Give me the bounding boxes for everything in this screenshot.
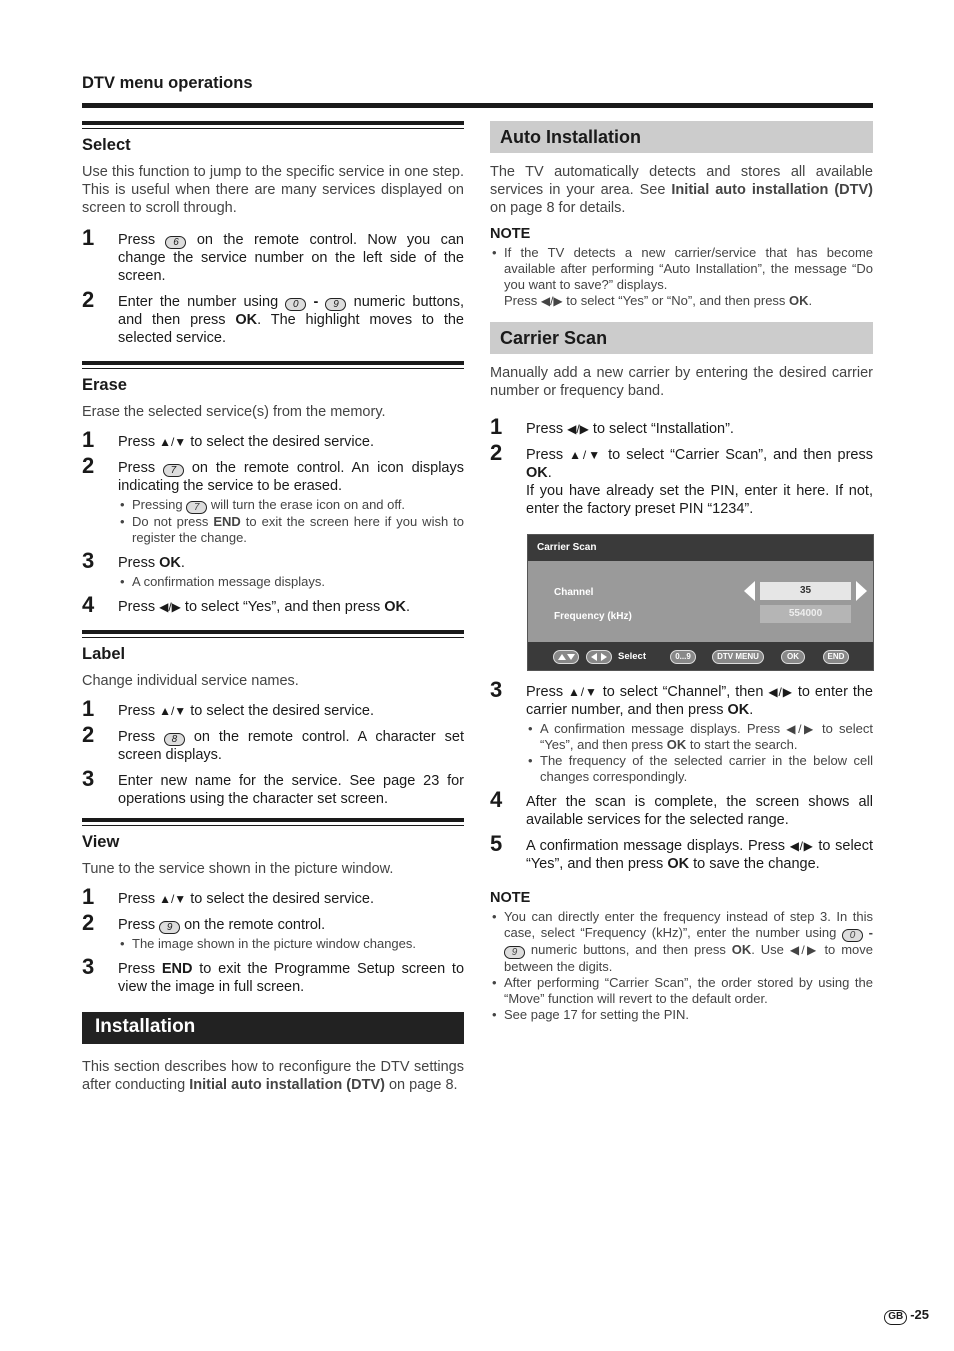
osd-frequency-value[interactable]: 554000 — [760, 605, 851, 623]
installation-intro: This section describes how to reconfigure the DTV settings after conducting Initial auto installation (DTV) on page 8. — [82, 1059, 464, 1093]
note-item: • If the TV detects a new carrier/service that has become available after performing “Auto Installation”, the message “Do you want to save?” displays. Press ◀/▶ to select “Yes” or “No”, and then press OK. — [490, 245, 873, 309]
carrier-scan-osd-screen — [527, 534, 874, 671]
note-item: • After performing “Carrier Scan”, the order stored by using the “Move” function will revert to the default order. — [490, 975, 873, 1007]
step: 2 Press 7 on the remote control. An icon displays indicating the service to be erased. • Pressing 7 will turn the erase icon on and off. • Do not press END to exit the screen here if you wish to register the change. — [82, 459, 464, 546]
step-number: 2 — [82, 453, 95, 478]
up-down-arrow-icon: ▲/▼ — [159, 435, 187, 449]
installation-section — [82, 1012, 464, 1094]
select-section — [82, 121, 464, 347]
up-down-arrow-icon: ▲/▼ — [569, 448, 603, 462]
section-rule — [82, 818, 464, 826]
installation-heading: Installation — [82, 1012, 464, 1044]
osd-left-right-icon — [586, 650, 612, 664]
step: 2 Press ▲/▼ to select “Carrier Scan”, and then press OK. If you have already set the PIN, enter it here. If not, enter the factory preset PIN “1234”. — [490, 440, 873, 517]
remote-button-icon: 0 — [842, 929, 863, 942]
region-badge-icon: GB — [884, 1310, 907, 1325]
step-number: 3 — [82, 548, 95, 573]
section-intro: Manually add a new carrier by entering the desired carrier number or frequency band. — [490, 365, 873, 399]
step-number: 2 — [490, 440, 503, 465]
step-number: 5 — [490, 831, 503, 856]
left-right-arrow-icon: ◀/▶ — [786, 722, 816, 736]
step-number: 1 — [82, 696, 95, 721]
section-rule — [82, 630, 464, 638]
section-intro: Use this function to jump to the specific service in one step. This is useful when there are many services displayed on screen to scroll through. — [82, 164, 464, 216]
osd-title: Carrier Scan — [528, 535, 873, 561]
auto-installation-section — [490, 121, 873, 309]
section-rule — [82, 121, 464, 129]
section-rule — [82, 361, 464, 369]
up-down-arrow-icon: ▲/▼ — [159, 704, 187, 718]
bullet-item: • Pressing 7 will turn the erase icon on and off. — [118, 497, 464, 514]
right-column — [490, 121, 873, 1023]
note-item: • You can directly enter the frequency instead of step 3. In this case, select “Frequency (kHz)”, enter the number using 0 - 9 numeric buttons, and then press OK. Use ◀/▶ to move between the digits. — [490, 909, 873, 975]
remote-button-icon: 7 — [186, 501, 207, 514]
osd-select-label: Select — [618, 651, 646, 662]
remote-button-icon: 9 — [159, 921, 180, 934]
step: 4 After the scan is complete, the screen shows all available services for the selected range. — [490, 787, 873, 828]
erase-section — [82, 361, 464, 616]
section-band-heading: Carrier Scan — [490, 322, 873, 354]
bullet-item: • Do not press END to exit the screen here if you wish to register the change. — [118, 514, 464, 546]
section-band-heading: Auto Installation — [490, 121, 873, 153]
page-number: GB -25 — [884, 1306, 929, 1325]
step-number: 2 — [82, 287, 95, 312]
step: 3 Enter new name for the service. See page 23 for operations using the character set screen. — [82, 766, 464, 807]
bullet-item: • A confirmation message displays. Press ◀/▶ to select “Yes”, and then press OK to start the search. — [526, 721, 873, 753]
section-heading: Select — [82, 136, 131, 154]
section-intro: Change individual service names. — [82, 673, 299, 689]
carrier-scan-notes — [490, 889, 873, 1023]
bullet-item: • A confirmation message displays. — [118, 574, 464, 590]
up-down-arrow-icon: ▲/▼ — [159, 892, 187, 906]
label-section — [82, 630, 464, 808]
osd-up-down-icon — [553, 650, 579, 664]
osd-dtv-menu-button: DTV MENU — [712, 650, 764, 664]
osd-ok-button: OK — [781, 650, 805, 664]
bullet-item: • The frequency of the selected carrier in the below cell changes correspondingly. — [526, 753, 873, 785]
step-number: 3 — [490, 677, 503, 702]
section-intro: Tune to the service shown in the picture window. — [82, 861, 394, 877]
step-number: 3 — [82, 766, 95, 791]
step: 2 Enter the number using 0 - 9 numeric buttons, and then press OK. The highlight moves to the selected service. — [82, 287, 464, 346]
osd-guide-bar — [528, 642, 873, 670]
section-intro: The TV automatically detects and stores all available services in your area. See Initial auto installation (DTV) on page 8 for details. — [490, 164, 873, 216]
step: 3 Press END to exit the Programme Setup screen to view the image in full screen. — [82, 954, 465, 995]
section-heading: Erase — [82, 376, 127, 394]
osd-numeric-button: 0...9 — [670, 650, 696, 664]
section-intro: Erase the selected service(s) from the memory. — [82, 404, 386, 420]
step: 3 Press OK. • A confirmation message displays. — [82, 554, 464, 590]
left-right-arrow-icon: ◀/▶ — [768, 685, 793, 699]
left-column — [82, 121, 464, 1108]
left-right-arrow-icon: ◀/▶ — [789, 839, 814, 853]
remote-button-icon: 6 — [165, 236, 186, 249]
remote-button-icon: 7 — [163, 464, 184, 477]
note-heading: NOTE — [490, 890, 531, 906]
step: 2 Press 9 on the remote control. • The image shown in the picture window changes. — [82, 916, 464, 952]
osd-channel-label: Channel — [554, 587, 594, 598]
step: 1 Press ◀/▶ to select “Installation”. — [490, 414, 734, 439]
page-header-title: DTV menu operations — [82, 74, 253, 92]
osd-end-button: END — [823, 650, 849, 664]
step: 2 Press 8 on the remote control. A character set screen displays. — [82, 722, 464, 763]
carrier-scan-section — [490, 322, 873, 1023]
left-right-arrow-icon: ◀/▶ — [540, 294, 563, 308]
note-item: • See page 17 for setting the PIN. — [490, 1007, 873, 1023]
osd-right-arrow-icon — [855, 581, 867, 601]
step-number: 2 — [82, 722, 95, 747]
view-section — [82, 818, 464, 996]
bullet-item: • The image shown in the picture window changes. — [118, 936, 464, 952]
step-number: 2 — [82, 910, 95, 935]
step-number: 4 — [490, 787, 503, 812]
step-number: 3 — [82, 954, 95, 979]
step: 4 Press ◀/▶ to select “Yes”, and then press OK. — [82, 592, 411, 617]
step: 1 Press ▲/▼ to select the desired service. — [82, 884, 374, 909]
step-number: 1 — [82, 427, 95, 452]
section-heading: Label — [82, 645, 126, 663]
step-number: 1 — [82, 884, 95, 909]
osd-frequency-label: Frequency (kHz) — [554, 611, 632, 622]
up-down-arrow-icon: ▲/▼ — [568, 685, 598, 699]
step-number: 4 — [82, 592, 95, 617]
osd-left-arrow-icon — [744, 581, 756, 601]
step: 1 Press 6 on the remote control. Now you can change the service number on the left side of the screen. — [82, 225, 464, 284]
left-right-arrow-icon: ◀/▶ — [567, 422, 589, 436]
remote-button-icon: 0 — [285, 298, 306, 311]
step: 5 A confirmation message displays. Press ◀/▶ to select “Yes”, and then press OK to save the change. — [490, 831, 874, 872]
note-heading: NOTE — [490, 226, 531, 242]
remote-button-icon: 9 — [325, 298, 346, 311]
remote-button-icon: 8 — [164, 733, 185, 746]
osd-channel-value[interactable]: 35 — [760, 582, 851, 600]
section-heading: View — [82, 833, 120, 851]
step: 1 Press ▲/▼ to select the desired service. — [82, 427, 374, 452]
remote-button-icon: 9 — [504, 946, 525, 959]
step-number: 1 — [490, 414, 503, 439]
left-right-arrow-icon: ◀/▶ — [159, 600, 181, 614]
left-right-arrow-icon: ◀/▶ — [789, 943, 819, 957]
step: 3 Press ▲/▼ to select “Channel”, then ◀/▶ to enter the carrier number, and then press OK. • A confirmation message displays. Press ◀/▶ to select “Yes”, and then press OK to start the search. • The frequency of the selected carrier in the below cell changes correspondingly. — [490, 683, 873, 785]
step-number: 1 — [82, 225, 95, 250]
header-rule — [82, 103, 873, 108]
step: 1 Press ▲/▼ to select the desired service. — [82, 696, 374, 721]
